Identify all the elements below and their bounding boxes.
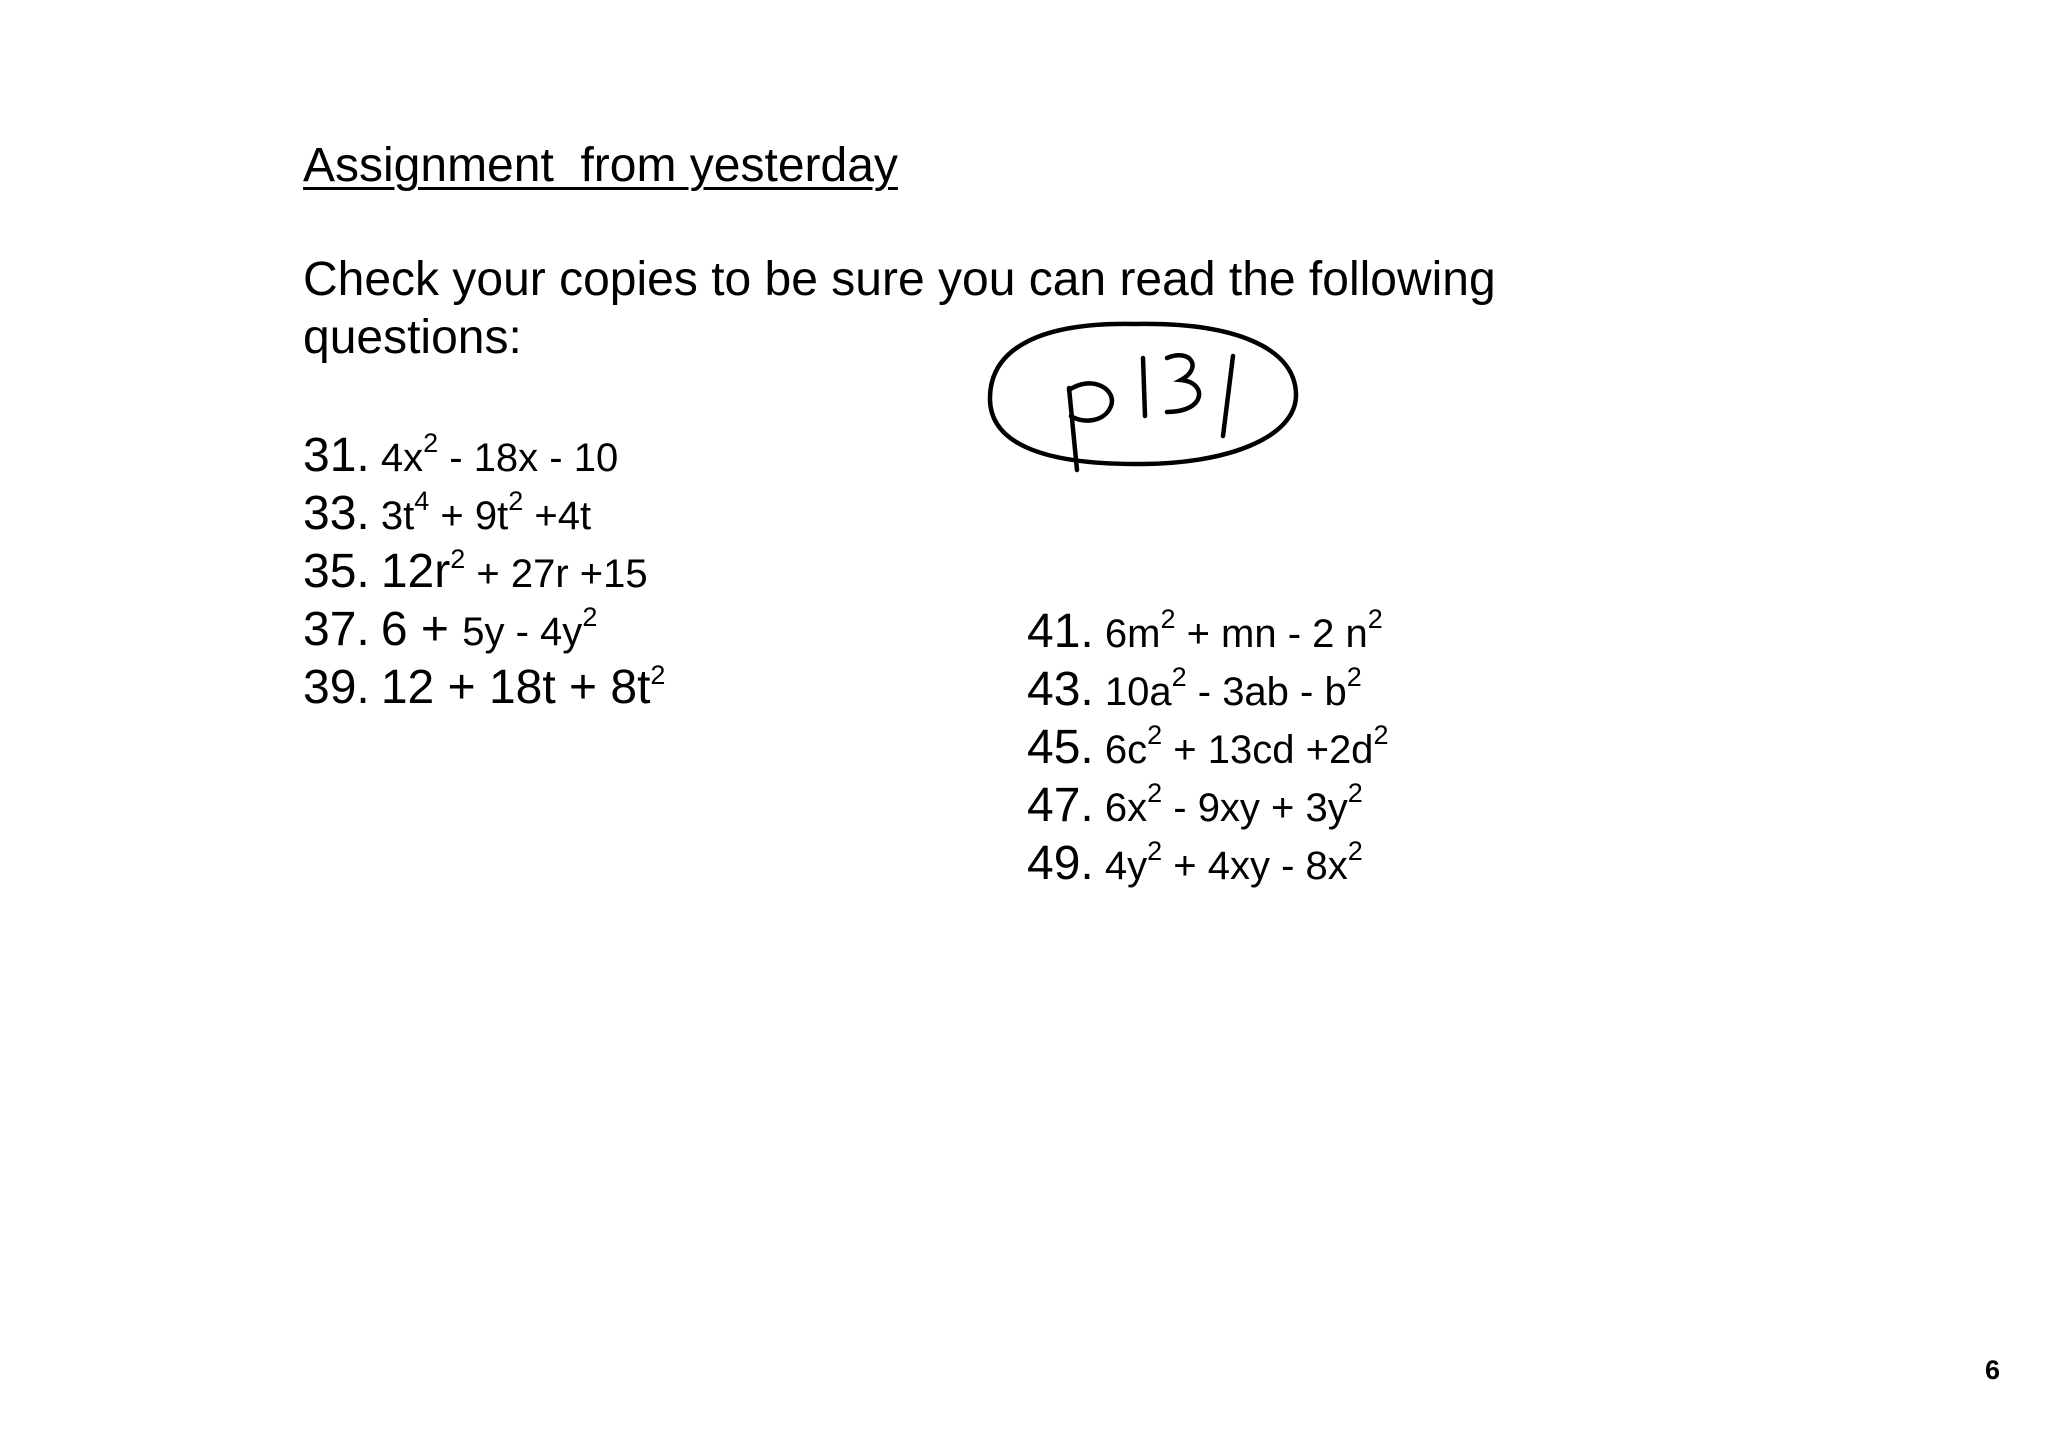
problem-number: 43. (1027, 663, 1094, 716)
problem-expression (1104, 836, 1363, 888)
problem-list-right (1027, 603, 1388, 893)
expression-term: 10a (1104, 670, 1172, 714)
expression-term: 12r (380, 545, 451, 598)
problem-number: 35. (303, 545, 370, 598)
exponent: 2 (650, 660, 666, 690)
expression-term: 5y - 4y (462, 610, 583, 654)
problem-expression (1104, 720, 1389, 772)
hand-digit-1-b (1223, 356, 1233, 436)
exponent: 2 (1147, 836, 1163, 866)
problem-item (303, 427, 665, 485)
expression-term: - 9xy + 3y (1162, 786, 1348, 830)
exponent: 2 (1347, 836, 1363, 866)
page-number: 6 (1984, 1355, 2000, 1385)
expression-term: 3t (380, 494, 415, 538)
hand-letter-p-bowl (1069, 383, 1112, 420)
expression-term: 12 + 18t + 8t (380, 661, 651, 714)
problem-item (1027, 777, 1388, 835)
problem-number: 47. (1027, 779, 1094, 832)
problem-item (303, 601, 665, 659)
expression-term: - 3ab - b (1186, 670, 1347, 714)
problem-item (303, 485, 665, 543)
problem-number: 31. (303, 429, 370, 482)
expression-term: - 18x - 10 (438, 436, 619, 480)
problem-item (1027, 603, 1388, 661)
problem-item (1027, 661, 1388, 719)
problem-item (1027, 835, 1388, 893)
problem-expression (380, 486, 592, 538)
expression-term: 6m (1104, 612, 1161, 656)
exponent: 2 (582, 602, 598, 632)
exponent: 2 (423, 428, 439, 458)
problem-item (303, 543, 665, 601)
exponent: 2 (1147, 720, 1163, 750)
exponent: 4 (414, 486, 430, 516)
problem-expression (380, 428, 619, 480)
expression-term: + mn - 2 n (1175, 612, 1368, 656)
expression-term: 6c (1104, 728, 1148, 772)
exponent: 2 (508, 486, 524, 516)
problem-number: 49. (1027, 837, 1094, 890)
exponent: 2 (1367, 604, 1383, 634)
problem-expression (1104, 778, 1363, 830)
expression-term: + 4xy - 8x (1162, 844, 1348, 888)
assignment-heading: Assignment from yesterday (303, 139, 898, 192)
problem-expression (1104, 604, 1383, 656)
expression-term: + 27r +15 (465, 552, 648, 596)
exponent: 2 (1147, 778, 1163, 808)
exponent: 2 (1160, 604, 1176, 634)
problem-item (303, 659, 665, 717)
hand-digit-1-a (1143, 358, 1145, 416)
hand-digit-3 (1167, 355, 1199, 412)
problem-number: 33. (303, 487, 370, 540)
problem-list-left (303, 427, 665, 717)
problem-item (1027, 719, 1388, 777)
problem-expression (380, 602, 598, 656)
handwritten-circle-note (985, 318, 1301, 478)
problem-expression (380, 544, 648, 598)
exponent: 2 (1171, 662, 1187, 692)
expression-term: 4x (380, 436, 424, 480)
problem-number: 39. (303, 661, 370, 714)
exponent: 2 (1373, 720, 1389, 750)
expression-term: 6 + (380, 603, 463, 656)
problem-number: 41. (1027, 605, 1094, 658)
expression-term: 6x (1104, 786, 1148, 830)
handwritten-page-reference (985, 318, 1301, 478)
instructions-text: Check your copies to be sure you can read the following questions: (303, 253, 1496, 364)
problem-expression (1104, 662, 1362, 714)
expression-term: + 9t (429, 494, 509, 538)
expression-term: +4t (523, 494, 592, 538)
exponent: 2 (450, 544, 466, 574)
exponent: 2 (1346, 662, 1362, 692)
expression-term: 4y (1104, 844, 1148, 888)
expression-term: + 13cd +2d (1162, 728, 1374, 772)
problem-number: 37. (303, 603, 370, 656)
problem-number: 45. (1027, 721, 1094, 774)
problem-expression (380, 660, 666, 714)
exponent: 2 (1347, 778, 1363, 808)
